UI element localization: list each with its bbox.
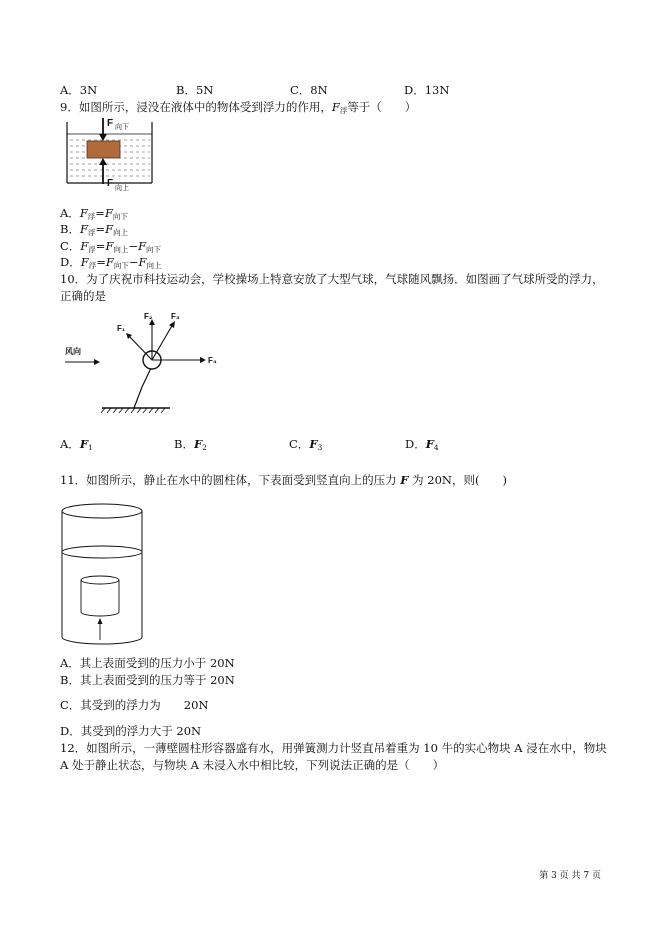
q10-fig-f3: F₃ — [171, 312, 180, 321]
q11-stem: 11．如图所示，静止在水中的圆柱体，下表面受到竖直向上的压力 F 为 20N，则( ) — [60, 473, 507, 487]
q10-option-c: C．$F_3$ — [289, 437, 323, 452]
q9-option-b: B．$F_浮=F_{向上}$ — [60, 222, 129, 237]
q9-option-d: D．$F_浮=F_{向下}-F_{向上}$ — [60, 255, 162, 270]
q11-option-d: D．其受到的浮力大于 20N — [60, 724, 202, 738]
q11-option-b: B．其上表面受到的压力等于 20N — [60, 673, 235, 687]
q12-stem-line2: A 处于静止状态，与物块 A 未浸入水中相比较，下列说法正确的是（ ） — [60, 758, 445, 772]
q11-cylinder-figure — [58, 500, 150, 648]
q10-option-a: A．$F_1$ — [60, 437, 93, 452]
submerged-block — [87, 141, 120, 158]
q10-fig-wind-label: 风向 — [65, 347, 81, 356]
q10-stem-line1: 10．为了庆祝市科技运动会，学校操场上特意安放了大型气球，气球随风飘扬．如图画了气球所受的浮力， — [60, 272, 604, 286]
page-footer: 第 3 页 共 7 页 — [539, 871, 601, 881]
q10-fig-f2: F₂ — [144, 312, 153, 321]
q9-fig-bottom-label: F — [107, 178, 114, 189]
q8-option-c: C．8N — [290, 83, 328, 97]
q9-buoyancy-figure — [60, 114, 160, 196]
q11-option-c: C．其受到的浮力为 20N — [60, 698, 209, 712]
q9-stem: 9．如图所示，浸没在液体中的物体受到浮力的作用，$F_浮$等于（ ） — [60, 100, 417, 115]
q9-option-c: C．$F_浮=F_{向上}-F_{向下}$ — [60, 239, 162, 254]
q10-option-b: B．$F_2$ — [174, 437, 207, 452]
q9-fig-bottom-sub: 向上 — [115, 185, 129, 192]
q11-option-a: A．其上表面受到的压力小于 20N — [60, 656, 235, 670]
water-surface — [62, 546, 142, 558]
q9-fig-top-sub: 向下 — [115, 124, 129, 131]
q8-option-a: A．3N — [60, 83, 98, 97]
q9-option-a: A．$F_浮=F_{向下}$ — [60, 206, 128, 221]
q9-fig-top-label: F — [107, 118, 114, 129]
q8-option-b: B．5N — [176, 83, 214, 97]
q10-fig-f4: F₄ — [208, 356, 217, 365]
q10-balloon-figure — [60, 305, 240, 417]
q10-stem-line2: 正确的是 — [60, 289, 106, 303]
submerged-cylinder — [81, 576, 119, 584]
q10-fig-f1: F₁ — [117, 324, 126, 333]
q8-option-d: D．13N — [404, 83, 450, 97]
q10-option-d: D．$F_4$ — [405, 437, 439, 452]
q12-stem-line1: 12．如图所示，一薄壁圆柱形容器盛有水，用弹簧测力计竖直吊着重为 10 牛的实心物块 A 浸在水中，物块 — [60, 741, 607, 755]
